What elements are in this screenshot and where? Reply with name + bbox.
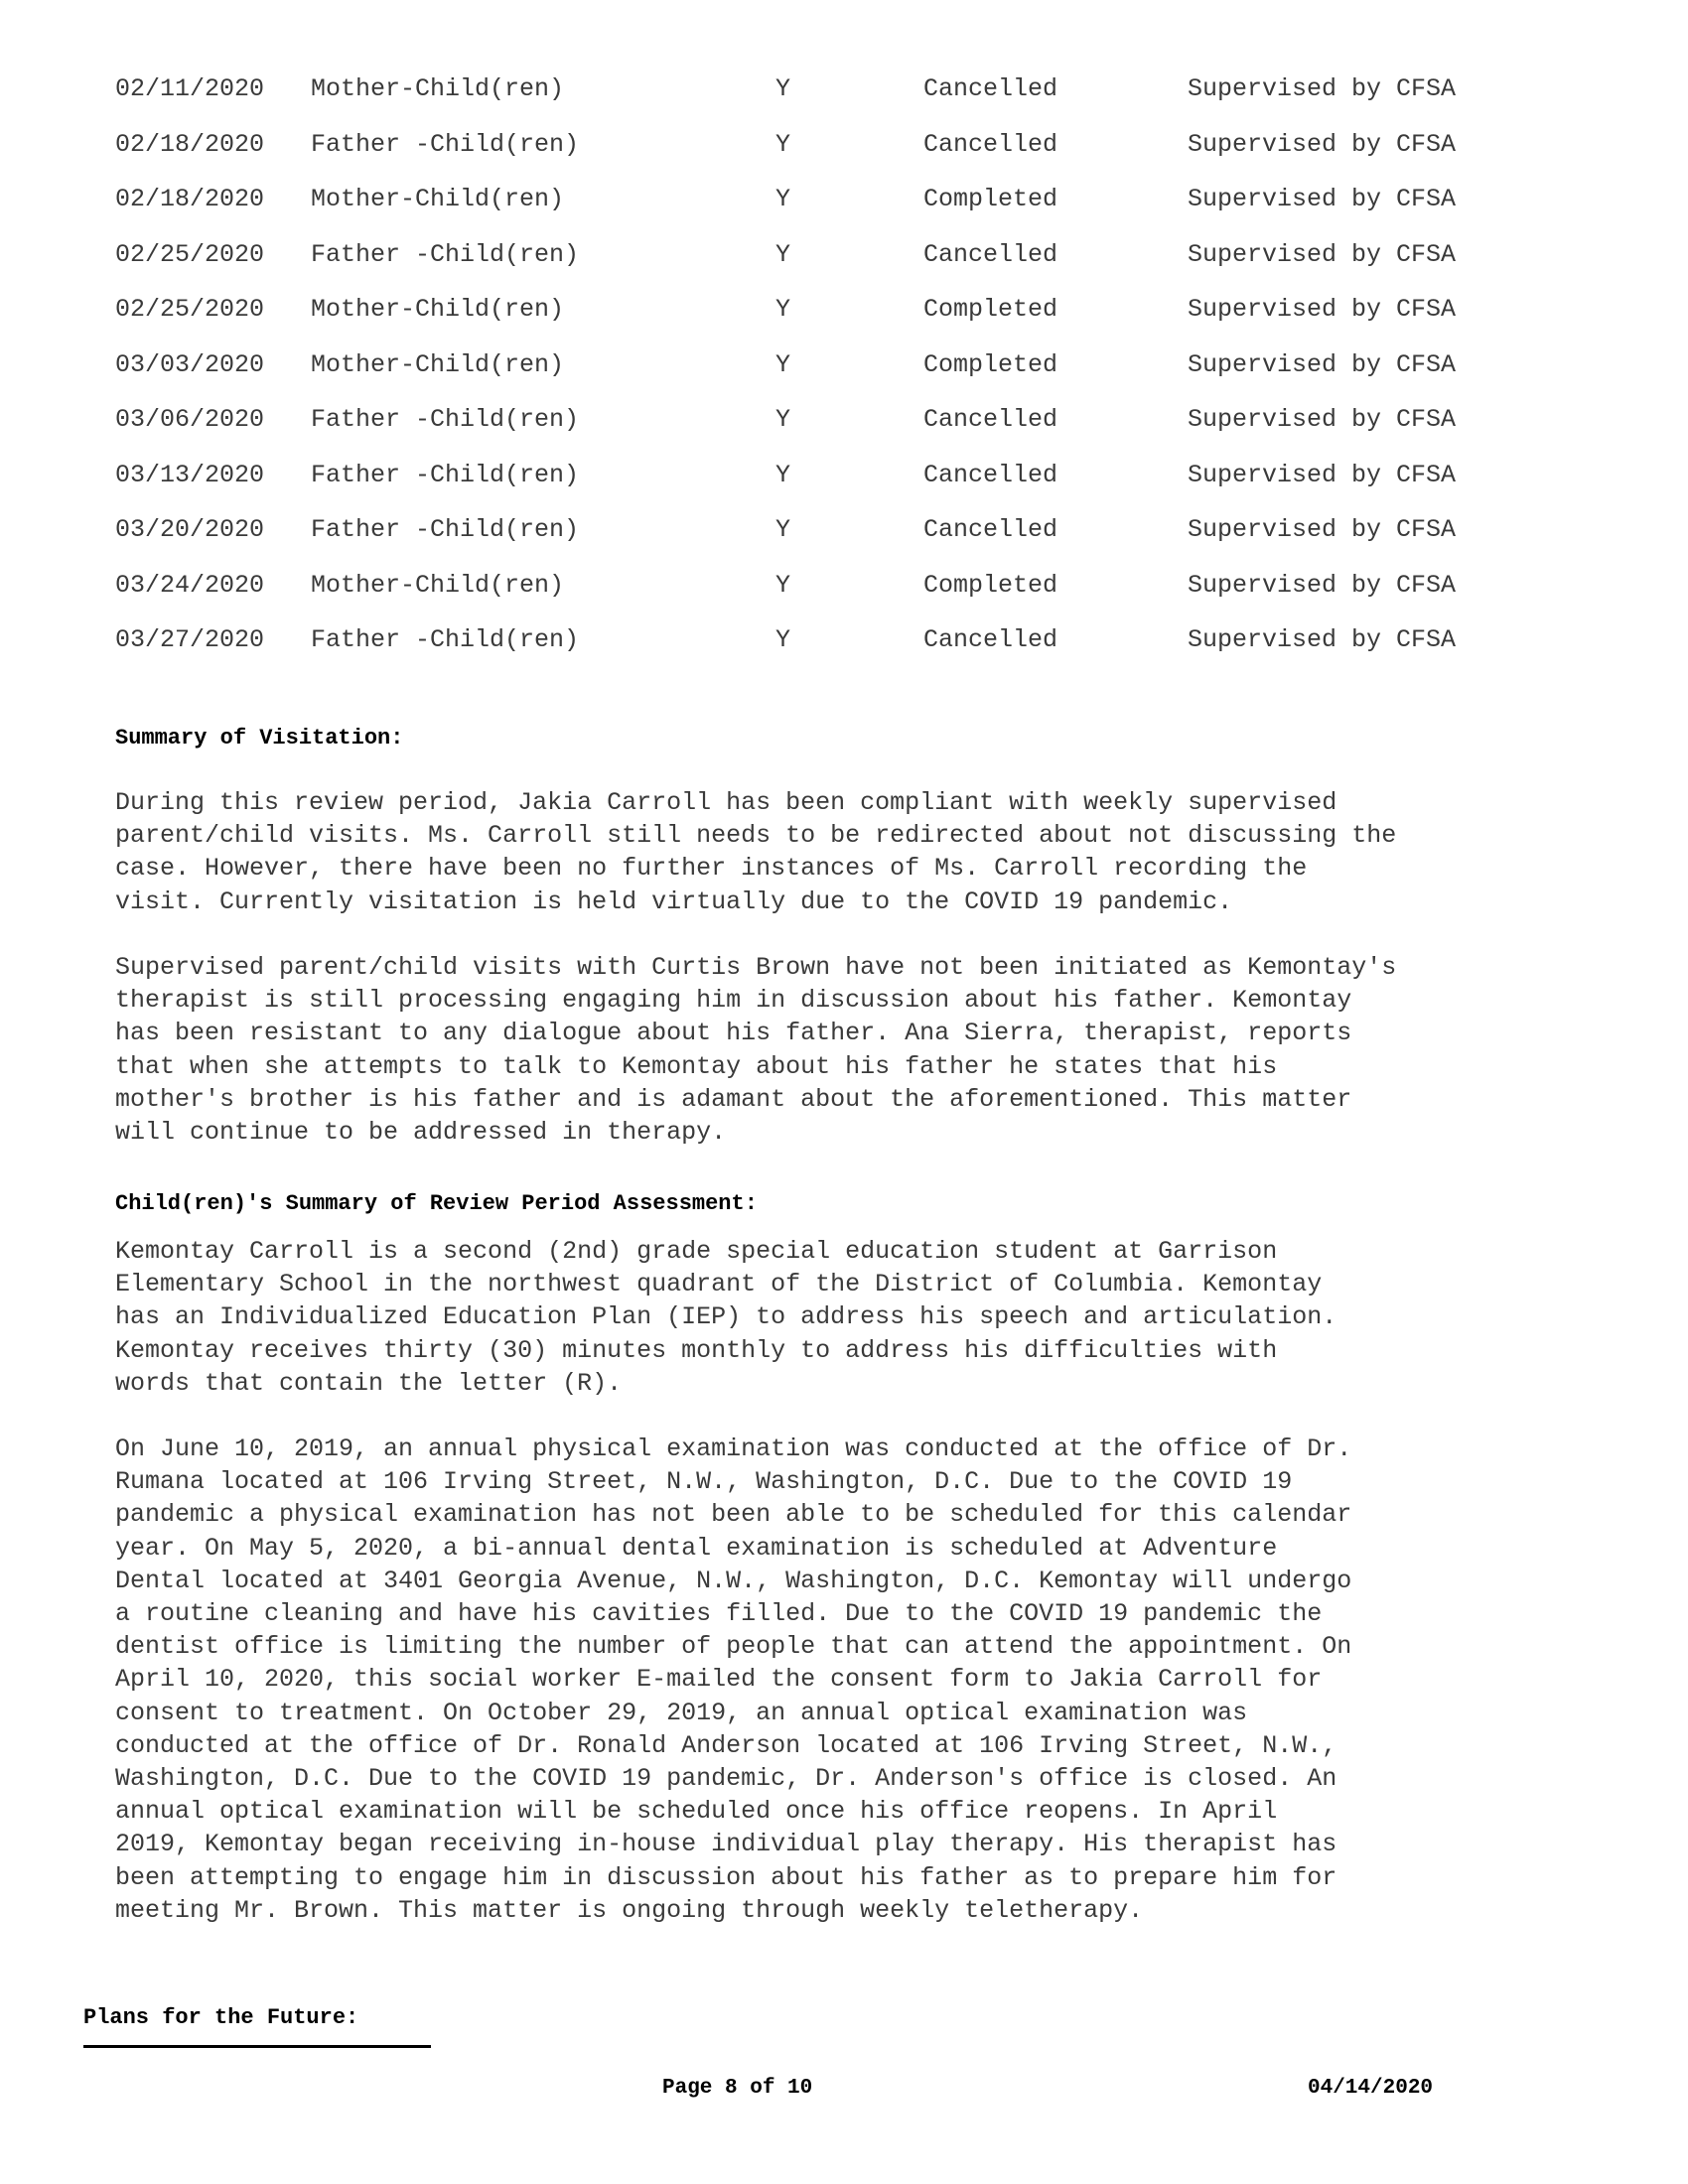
visit-type: Father -Child(ren) (311, 129, 580, 159)
visit-supervision: Supervised by CFSA (1188, 515, 1457, 545)
visit-flag: Y (775, 129, 791, 159)
text-line: dentist office is limiting the number of people that can attend the appointment. On (115, 1632, 1352, 1662)
visit-supervision: Supervised by CFSA (1188, 129, 1457, 159)
table-row (115, 117, 1525, 173)
visit-date: 02/11/2020 (115, 74, 265, 104)
visit-status: Completed (923, 295, 1058, 325)
visit-flag: Y (775, 185, 791, 214)
children-summary-heading: Child(ren)'s Summary of Review Period Assessment: (115, 1191, 758, 1216)
visit-supervision: Supervised by CFSA (1188, 570, 1457, 600)
table-row (115, 62, 1525, 117)
text-line: consent to treatment. On October 29, 2019, an annual optical examination was (115, 1698, 1248, 1727)
visit-flag: Y (775, 239, 791, 269)
visitation-table (115, 62, 1525, 668)
table-row (115, 392, 1525, 448)
visit-date: 02/25/2020 (115, 239, 265, 269)
visit-type: Mother-Child(ren) (311, 74, 565, 104)
text-line: 2019, Kemontay began receiving in-house individual play therapy. His therapist has (115, 1830, 1337, 1859)
text-line: mother's brother is his father and is adamant about the aforementioned. This matter (115, 1084, 1352, 1114)
text-line: On June 10, 2019, an annual physical examination was conducted at the office of Dr. (115, 1434, 1352, 1463)
visit-type: Father -Child(ren) (311, 460, 580, 489)
visit-date: 03/06/2020 (115, 405, 265, 435)
visit-supervision: Supervised by CFSA (1188, 460, 1457, 489)
visit-flag: Y (775, 625, 791, 655)
visit-date: 03/24/2020 (115, 570, 265, 600)
text-line: Kemontay Carroll is a second (2nd) grade special education student at Garrison (115, 1237, 1278, 1266)
visit-status: Cancelled (923, 515, 1058, 545)
visitation-paragraph-1 (115, 786, 1545, 918)
text-line: been attempting to engage him in discussion about his father as to prepare him for (115, 1862, 1337, 1892)
text-line: During this review period, Jakia Carroll has been compliant with weekly supervised (115, 788, 1337, 817)
text-line: pandemic a physical examination has not been able to be scheduled for this calendar (115, 1500, 1352, 1530)
table-row (115, 227, 1525, 283)
text-line: Kemontay receives thirty (30) minutes monthly to address his difficulties with (115, 1335, 1278, 1365)
visit-supervision: Supervised by CFSA (1188, 405, 1457, 435)
visit-status: Cancelled (923, 74, 1058, 104)
text-line: Washington, D.C. Due to the COVID 19 pandemic, Dr. Anderson's office is closed. An (115, 1764, 1337, 1794)
table-row (115, 172, 1525, 227)
text-line: Supervised parent/child visits with Curtis Brown have not been initiated as Kemontay's (115, 953, 1397, 982)
children-paragraph-1 (115, 1235, 1545, 1400)
text-line: a routine cleaning and have his cavities filled. Due to the COVID 19 pandemic the (115, 1599, 1323, 1629)
table-row (115, 338, 1525, 393)
visit-supervision: Supervised by CFSA (1188, 74, 1457, 104)
visit-flag: Y (775, 515, 791, 545)
visit-date: 03/03/2020 (115, 349, 265, 379)
visit-supervision: Supervised by CFSA (1188, 625, 1457, 655)
visit-date: 03/20/2020 (115, 515, 265, 545)
visit-date: 02/18/2020 (115, 185, 265, 214)
visit-flag: Y (775, 570, 791, 600)
text-line: will continue to be addressed in therapy. (115, 1118, 727, 1148)
visit-type: Mother-Child(ren) (311, 185, 565, 214)
visit-date: 02/25/2020 (115, 295, 265, 325)
text-line: annual optical examination will be scheduled once his office reopens. In April (115, 1797, 1278, 1827)
table-row (115, 448, 1525, 503)
footer-date: 04/14/2020 (1308, 2077, 1434, 2100)
visit-flag: Y (775, 460, 791, 489)
text-line: Dental located at 3401 Georgia Avenue, N.W., Washington, D.C. Kemontay will undergo (115, 1566, 1352, 1595)
text-line: has been resistant to any dialogue about his father. Ana Sierra, therapist, reports (115, 1019, 1352, 1048)
text-line: that when she attempts to talk to Kemontay about his father he states that his (115, 1051, 1278, 1081)
visit-status: Cancelled (923, 405, 1058, 435)
table-row (115, 558, 1525, 614)
visit-flag: Y (775, 405, 791, 435)
visit-supervision: Supervised by CFSA (1188, 185, 1457, 214)
visit-supervision: Supervised by CFSA (1188, 349, 1457, 379)
visit-type: Father -Child(ren) (311, 405, 580, 435)
text-line: year. On May 5, 2020, a bi-annual dental examination is scheduled at Adventure (115, 1533, 1278, 1563)
visit-status: Cancelled (923, 239, 1058, 269)
text-line: words that contain the letter (R). (115, 1368, 623, 1398)
text-line: visit. Currently visitation is held virtually due to the COVID 19 pandemic. (115, 887, 1233, 916)
visit-status: Cancelled (923, 625, 1058, 655)
visit-status: Completed (923, 570, 1058, 600)
visit-supervision: Supervised by CFSA (1188, 295, 1457, 325)
visit-date: 02/18/2020 (115, 129, 265, 159)
visit-flag: Y (775, 349, 791, 379)
text-line: therapist is still processing engaging him in discussion about his father. Kemontay (115, 986, 1352, 1016)
visit-supervision: Supervised by CFSA (1188, 239, 1457, 269)
visit-status: Completed (923, 185, 1058, 214)
visit-type: Mother-Child(ren) (311, 349, 565, 379)
text-line: case. However, there have been no further instances of Ms. Carroll recording the (115, 854, 1308, 884)
visitation-paragraph-2 (115, 951, 1545, 1149)
visit-status: Cancelled (923, 129, 1058, 159)
text-line: has an Individualized Education Plan (IEP) to address his speech and articulation. (115, 1302, 1337, 1332)
visit-type: Father -Child(ren) (311, 239, 580, 269)
plans-heading: Plans for the Future: (83, 2005, 359, 2030)
table-row (115, 613, 1525, 668)
visit-date: 03/13/2020 (115, 460, 265, 489)
text-line: parent/child visits. Ms. Carroll still needs to be redirected about not discussing the (115, 821, 1397, 851)
table-row (115, 282, 1525, 338)
visit-status: Completed (923, 349, 1058, 379)
text-line: Rumana located at 106 Irving Street, N.W., Washington, D.C. Due to the COVID 19 (115, 1467, 1293, 1497)
text-line: conducted at the office of Dr. Ronald Anderson located at 106 Irving Street, N.W., (115, 1730, 1337, 1760)
visit-type: Mother-Child(ren) (311, 295, 565, 325)
visit-status: Cancelled (923, 460, 1058, 489)
text-line: April 10, 2020, this social worker E-mailed the consent form to Jakia Carroll for (115, 1665, 1323, 1695)
visit-type: Mother-Child(ren) (311, 570, 565, 600)
text-line: meeting Mr. Brown. This matter is ongoing through weekly teletherapy. (115, 1895, 1144, 1925)
visit-flag: Y (775, 74, 791, 104)
summary-of-visitation-heading: Summary of Visitation: (115, 726, 404, 751)
visit-flag: Y (775, 295, 791, 325)
heading-underline (83, 2045, 431, 2048)
visit-date: 03/27/2020 (115, 625, 265, 655)
visit-type: Father -Child(ren) (311, 625, 580, 655)
children-paragraph-2 (115, 1433, 1545, 1927)
page-number: Page 8 of 10 (662, 2077, 813, 2100)
visit-type: Father -Child(ren) (311, 515, 580, 545)
text-line: Elementary School in the northwest quadrant of the District of Columbia. Kemontay (115, 1270, 1323, 1299)
table-row (115, 502, 1525, 558)
